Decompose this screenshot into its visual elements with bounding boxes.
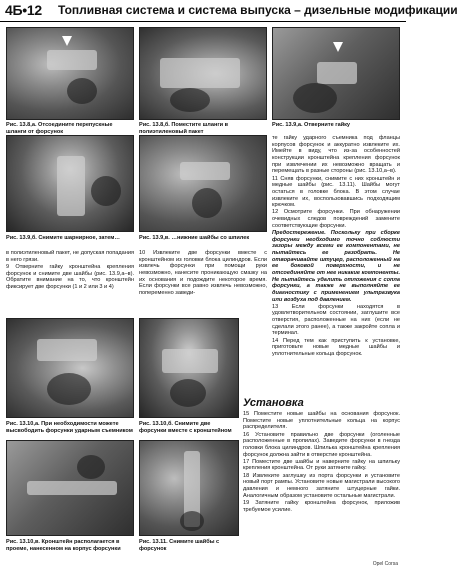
figure-13-10b-caption: Рис. 13.10,б. Снимите две форсунки вместе с кронштейном (139, 421, 232, 434)
install-heading: Установка (243, 397, 304, 409)
paragraph: 13 Если форсунки находятся в удовлетворительном состоянии, заглушите все отверстия, расположенные на них (если не сделали этого ранее), а также закройте сопла и терминал. (272, 303, 400, 337)
figure-13-10b-photo (139, 318, 239, 418)
figure-13-9c-caption: Рис. 13.9,в. …нижние шайбы со шпилек (139, 235, 250, 241)
figure-13-9c-photo (139, 135, 267, 232)
figure-13-9b-photo (6, 135, 134, 232)
figure-13-8a-caption: Рис. 13.8,а. Отсоедините перепускные шланги от форсунок (6, 122, 113, 135)
figure-13-10c-photo (6, 440, 134, 536)
figure-13-10c-caption: Рис. 13.10,в. Кронштейн располагается в проеме, нанесенном на корпус форсунки (6, 539, 121, 552)
text-column-right-top (272, 135, 400, 358)
paragraph: 10 Извлеките две форсунки вместе с кронштейном из головки блока цилиндров. Если извлечь форсунки при помощи руки невозможно, нанесите проникающую смазку на их основания и подождите некоторое время. Если форсунки все равно извлечь невозможно, попеременно заведи- (139, 250, 267, 296)
text-column-left (6, 250, 134, 291)
footer-brand: Opel Corsa (372, 561, 398, 567)
text-column-middle (139, 250, 267, 297)
paragraph: 14 Перед тем как приступить к установке, приготовьте новые медные шайбы и уплотнительные кольца форсунок. (272, 337, 400, 357)
figure-13-9b-caption: Рис. 13.9,б. Снимите шарнирное, затем… (6, 235, 120, 241)
figure-13-10a-caption: Рис. 13.10,а. При необходимости можете высвободить форсунки ударным съемником (6, 421, 133, 434)
figure-13-8b-caption: Рис. 13.8,б. Поместите шланги в полиэтиленовый пакет (139, 122, 229, 135)
figure-13-10a-photo (6, 318, 134, 418)
paragraph: 9 Отверните гайку кронштейна крепления форсунок и снимите две шайбы (рис. 13.9,а–в). Обратите внимание на то, что кронштейн фиксирует две форсунки (1 и 2 или 3 и 4) (6, 263, 134, 290)
paragraph: 19 Затяните гайку кронштейна форсунок, приложив требуемое усилие. (243, 499, 400, 513)
paragraph: 18 Извлеките заглушку из порта форсунки и установите новый порт рампы. Установите новые магистрали высокого давления и немного затяните штуцерные гайки. Аналогичным образом установите остальные магистрали. (243, 472, 400, 499)
paragraph: 11 Сняв форсунки, снимите с них кронштейн и медные шайбы (рис. 13.11). Шайбы могут остаться в головке блока. В этом случае извлеките их, воспользовавшись подходящим крючком. (272, 175, 400, 209)
figure-13-11-photo (139, 440, 239, 536)
paragraph: в полиэтиленовый пакет, не допуская попадания в него грязи. (6, 250, 134, 263)
figure-13-8b-photo (139, 27, 267, 120)
paragraph: 12 Осмотрите форсунки. При обнаружении очевидных следов повреждений замените соответствующие форсунки. (272, 209, 400, 229)
figure-13-9a-photo (272, 27, 400, 120)
figure-13-9a-caption: Рис. 13.9,а. Отверните гайку (272, 122, 351, 128)
paragraph: 16 Установите правильно две форсунки (оголенные расположенные в пропилах). Заведите форсунки в гнезда головки блока цилиндров. Шпилька кронштейна крепления форсунок должна зайти в отверстие кронштейна. (243, 431, 400, 458)
paragraph: те гайку ударного съемника под фланцы корпусов форсунок и аккуратно извлеките их. Имейте в виду, что из-за особенностей конструкции кронштейна крепления форсунок при извлечении их невозможно вращать и перемещать в разные стороны (рис. 13.10,а–в). (272, 135, 400, 175)
section-title: Топливная система и система выпуска – дизельные модификации (58, 3, 458, 17)
text-column-right-bottom (243, 411, 400, 514)
warning-paragraph: Предостережение. Поскольку при сборке форсунки необходимо точно соблюсти зазоры между всеми ее компонентами, не пытайтесь ее разобрать. Не отворачивайте штуцер, расположенный на ее боковой поверхности, и не отсоединяйте от нее никакие компоненты. Не пытайтесь удалить отложения с сопла форсунки, а также не выполняйте ее диагностику с применением ультразвука или воздуха под давлением. (272, 229, 400, 303)
page-number: 4Б•12 (5, 2, 42, 18)
paragraph: 17 Поместите две шайбы и наверните гайку на шпильку крепления кронштейна. От руки затяните гайку. (243, 458, 400, 472)
figure-13-11-caption: Рис. 13.11. Снимите шайбы с форсунок (139, 539, 220, 552)
figure-13-8a-photo (6, 27, 134, 120)
paragraph: 15 Поместите новые шайбы на основания форсунок. Поместите новые уплотнительные кольца на корпус распределителя. (243, 411, 400, 431)
page-header (0, 0, 458, 22)
